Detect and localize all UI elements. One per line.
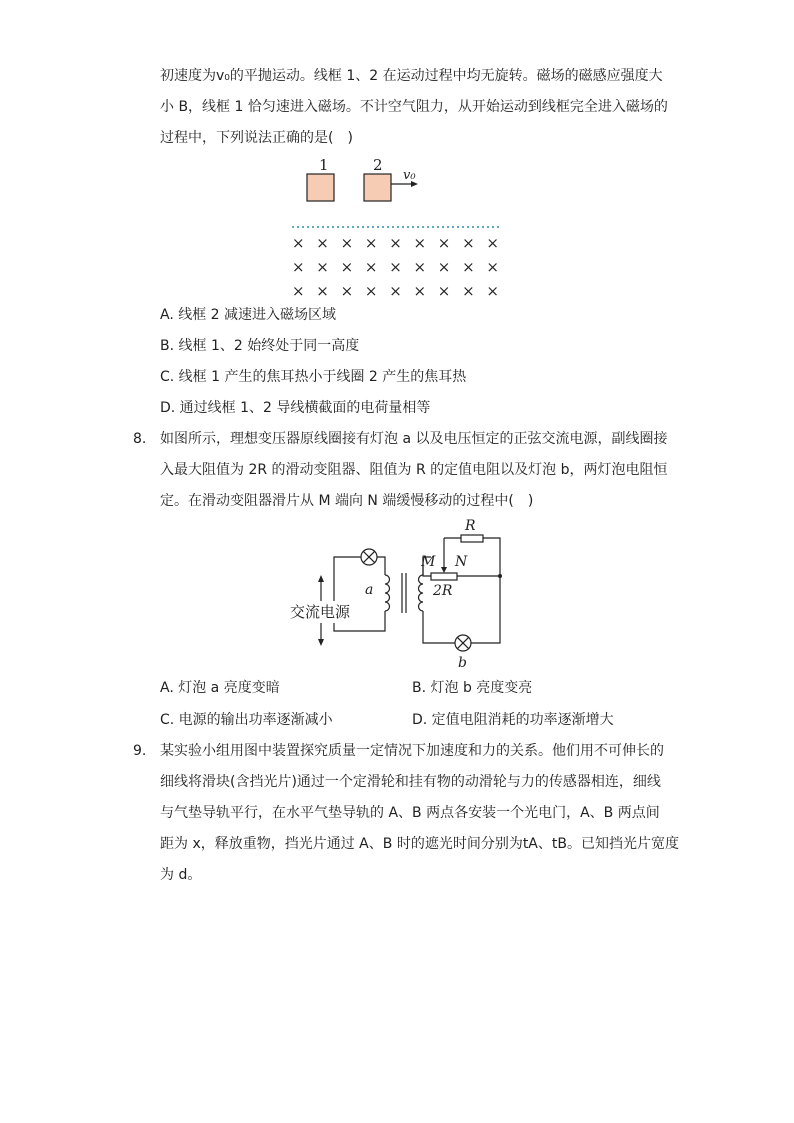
q8-option-b: B. 灯泡 b 亮度变亮 — [412, 680, 533, 696]
q9-text-line-1: 某实验小组用图中装置探究质量一定情况下加速度和力的关系。他们用不可伸长的 — [160, 743, 664, 759]
frame-2 — [364, 174, 391, 201]
field-x-mark: × — [413, 258, 427, 276]
field-x-mark: × — [486, 234, 499, 252]
field-x-mark: × — [340, 258, 354, 276]
q8-circuit-figure — [285, 515, 515, 673]
field-x-mark: × — [364, 234, 378, 252]
field-x-mark: × — [292, 258, 305, 276]
field-x-mark: × — [437, 234, 451, 252]
q9-text-line-2: 细线将滑块(含挡光片)通过一个定滑轮和挂有物的动滑轮与力的传感器相连，细线 — [160, 774, 661, 790]
rheostat-body — [431, 573, 457, 580]
magnetic-field-marks — [292, 234, 499, 300]
slider-M-label: M — [421, 554, 436, 570]
q7-option-c: C. 线框 1 产生的焦耳热小于线圈 2 产生的焦耳热 — [160, 369, 467, 385]
source-arrowhead-top — [318, 575, 324, 582]
q7-magnetic-field-figure — [280, 150, 520, 300]
field-x-mark: × — [486, 282, 499, 300]
field-x-mark: × — [292, 234, 305, 252]
q9-text-line-3: 与气垫导轨平行，在水平气垫导轨的 A、B 两点各安装一个光电门，A、B 两点间 — [160, 805, 660, 821]
field-x-mark: × — [462, 258, 475, 276]
q9-text-line-5: 为 d。 — [160, 867, 202, 883]
frame-2-label: 2 — [373, 156, 383, 174]
q7-text-line-2: 小 B，线框 1 恰匀速进入磁场。不计空气阻力，从开始运动到线框完全进入磁场的 — [160, 99, 668, 115]
q7-option-b: B. 线框 1、2 始终处于同一高度 — [160, 338, 360, 354]
q9-number: 9. — [133, 743, 147, 759]
field-x-mark: × — [340, 234, 354, 252]
q8-text-line-2: 入最大阻值为 2R 的滑动变阻器、阻值为 R 的定值电阻以及灯泡 b，两灯泡电阻恒 — [160, 462, 668, 478]
field-x-mark: × — [316, 234, 329, 252]
field-x-mark: × — [413, 234, 427, 252]
field-x-mark: × — [462, 282, 475, 300]
q7-option-a: A. 线框 2 减速进入磁场区域 — [160, 307, 337, 323]
resistor-R-label: R — [465, 518, 476, 534]
right-wire — [471, 538, 500, 643]
field-x-mark: × — [292, 282, 305, 300]
q8-option-a: A. 灯泡 a 亮度变暗 — [160, 680, 280, 696]
lamp-b-label: b — [458, 655, 467, 671]
q8-text-line-3: 定。在滑动变阻器滑片从 M 端向 N 端缓慢移动的过程中( ) — [160, 493, 534, 509]
field-x-mark: × — [316, 258, 329, 276]
slider-N-label: N — [455, 554, 468, 570]
field-x-mark: × — [364, 282, 378, 300]
field-x-mark: × — [316, 282, 329, 300]
q7-text-line-1: 初速度为v₀的平抛运动。线框 1、2 在运动过程中均无旋转。磁场的磁感应强度大 — [160, 68, 663, 84]
field-x-mark: × — [462, 234, 475, 252]
q8-option-d: D. 定值电阻消耗的功率逐渐增大 — [412, 712, 614, 728]
field-x-mark: × — [486, 258, 499, 276]
source-label: 交流电源 — [290, 603, 351, 621]
resistor-R — [461, 535, 483, 542]
field-x-mark: × — [437, 282, 451, 300]
field-x-mark: × — [389, 282, 402, 300]
field-x-mark: × — [389, 234, 402, 252]
field-x-mark: × — [413, 282, 427, 300]
lamp-a-label: a — [365, 582, 374, 598]
q7-text-line-3: 过程中，下列说法正确的是( ) — [160, 130, 353, 146]
field-x-mark: × — [389, 258, 402, 276]
frame-1-label: 1 — [319, 156, 329, 174]
junction-node — [498, 574, 502, 578]
field-x-mark: × — [364, 258, 378, 276]
source-arrowhead-bottom — [318, 639, 324, 646]
slider-arrowhead — [441, 567, 447, 573]
primary-coil — [385, 575, 390, 611]
secondary-coil — [419, 575, 424, 611]
q8-option-c: C. 电源的输出功率逐渐减小 — [160, 712, 333, 728]
velocity-label: v₀ — [403, 168, 416, 183]
q7-option-d: D. 通过线框 1、2 导线横截面的电荷量相等 — [160, 400, 431, 416]
frame-1 — [307, 174, 334, 201]
q9-text-line-4: 距为 x，释放重物，挡光片通过 A、B 时的遮光时间分别为tA、tB。已知挡光片宽度 — [160, 836, 679, 852]
secondary-wire-bottom — [423, 611, 455, 643]
field-x-mark: × — [340, 282, 354, 300]
field-x-mark: × — [437, 258, 451, 276]
q8-text-line-1: 如图所示，理想变压器原线圈接有灯泡 a 以及电压恒定的正弦交流电源，副线圈接 — [160, 431, 668, 447]
q8-number: 8. — [133, 431, 147, 447]
rheostat-label: 2R — [433, 583, 453, 599]
